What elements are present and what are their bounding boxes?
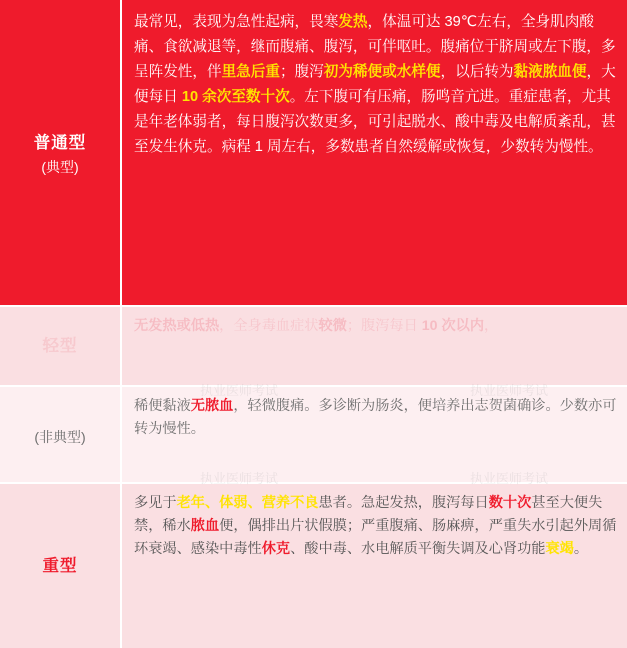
text-segment: 较微: [318, 318, 347, 334]
table-row: [0, 484, 627, 648]
row-label-sub: (非典型): [34, 428, 86, 445]
text-segment: 黏液脓血便: [513, 64, 587, 81]
text-segment: 最常见，表现为急性起病，畏寒: [134, 14, 339, 30]
text-segment: ；腹泻每日: [346, 318, 422, 334]
row-label-cell: [0, 484, 122, 648]
row-label-main: 普通型: [33, 133, 87, 152]
text-segment: ，以后转为: [440, 64, 514, 81]
watermark-text: 执业医师考试: [470, 383, 549, 398]
text-segment: 多见于: [134, 495, 177, 511]
text-segment: 初为稀便或水样便: [323, 64, 441, 81]
watermark-text: 执业医师考试: [200, 383, 279, 398]
watermark-text: 执业医师考试: [470, 471, 549, 486]
text-segment: ，全身毒血症状: [219, 318, 319, 334]
text-segment: 便，偶排出片状假膜；严重腹痛、肠麻痹，严重失水引起外周循环衰竭、感染中毒性: [134, 518, 617, 557]
text-segment: ，: [484, 318, 499, 334]
text-segment: 、酸中毒、水电解质平衡失调及心肾功能: [290, 541, 546, 557]
row-label-sub: (典型): [41, 158, 79, 175]
text-segment: 。左下腹可有压痛，肠鸣音亢进。重症患者，尤其是年老体弱者，每日腹泻次数更多，可引起脱水、酸中毒及电解质紊乱，甚至发生休克。病程 1 周左右，多数患者自然缓解或恢复，少数转为慢性。: [134, 89, 616, 156]
text-segment: 老年、体弱、营养不良: [176, 495, 319, 511]
text-segment: 稀便黏液: [134, 398, 191, 414]
row-label-cell: [0, 387, 122, 482]
text-segment: 发热: [338, 14, 368, 30]
text-segment: 无发热或低热: [134, 318, 220, 334]
text-segment: 10 余次至数十次: [181, 89, 290, 106]
text-segment: ；腹泻: [279, 64, 324, 81]
row-label-cell: [0, 0, 122, 305]
text-segment: 10 次以内: [421, 318, 485, 334]
text-segment: ，体温可达 39℃左右，全身肌肉酸痛、食欲减退等，继而腹痛、腹泻，可伴呕吐。腹痛位于脐周或左下腹，多呈阵发性，伴: [134, 14, 616, 81]
text-segment: 无脓血: [190, 398, 234, 414]
row-body-cell: [122, 387, 627, 482]
text-segment: ，大便每日: [134, 64, 616, 106]
table-row: [0, 307, 627, 385]
row-body-cell: [122, 484, 627, 648]
row-label-cell: [0, 307, 122, 385]
row-body-cell: [122, 307, 627, 385]
text-segment: 里急后重: [221, 64, 280, 81]
text-segment: 甚至大便失禁，稀水: [134, 495, 603, 534]
text-segment: 衰竭: [545, 541, 574, 557]
row-label-main: 重型: [42, 557, 78, 575]
watermark-text: 执业医师考试: [200, 471, 279, 486]
row-label-main: 轻型: [42, 337, 78, 355]
text-segment: 患者。急起发热，腹泻每日: [318, 495, 489, 511]
text-segment: 。: [573, 541, 589, 557]
text-segment: 休克: [261, 541, 291, 557]
text-segment: 脓血: [190, 518, 220, 534]
text-segment: ，轻微腹痛。多诊断为肠炎，便培养出志贺菌确诊。少数亦可转为慢性。: [134, 398, 617, 437]
text-segment: 数十次: [488, 495, 532, 511]
row-body-cell: [122, 0, 627, 305]
table-row: [0, 0, 627, 305]
table-row: [0, 387, 627, 482]
